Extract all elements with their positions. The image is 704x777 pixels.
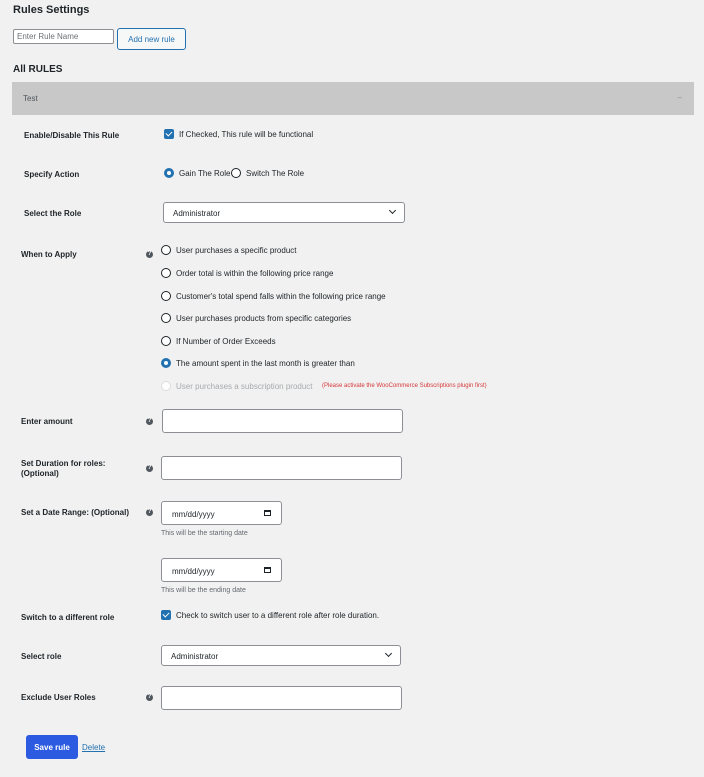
select-role-value: Administrator [171, 652, 219, 661]
switch-role-label: Switch The Role [246, 169, 305, 178]
switch-role-label: Switch to a different role [21, 613, 115, 622]
gain-role-label: Gain The Role [179, 169, 231, 178]
when-option-radio[interactable] [161, 313, 171, 323]
collapse-icon[interactable]: – [677, 93, 682, 102]
exclude-roles-input[interactable] [161, 686, 402, 710]
when-option-radio[interactable] [161, 268, 171, 278]
duration-input[interactable] [161, 456, 402, 480]
page-title: Rules Settings [13, 4, 90, 16]
switch-role-radio[interactable] [231, 168, 241, 178]
add-new-rule-button[interactable]: Add new rule [117, 28, 186, 50]
when-option-radio-selected[interactable] [161, 358, 171, 368]
help-icon[interactable]: ? [147, 509, 152, 515]
rule-title: Test [23, 94, 38, 103]
when-option-label: Customer's total spend falls within the following price range [176, 292, 386, 301]
help-icon[interactable]: ? [147, 694, 152, 700]
when-option-label: Order total is within the following price range [176, 269, 334, 278]
when-option-radio[interactable] [161, 245, 171, 255]
role-select-value: Administrator [173, 209, 221, 218]
when-option-label: User purchases a specific product [176, 246, 297, 255]
subscription-warning: (Please activate the WooCommerce Subscriptions plugin first) [322, 383, 487, 389]
help-icon[interactable]: ? [147, 418, 152, 424]
calendar-icon[interactable] [264, 510, 271, 516]
end-date-hint: This will be the ending date [161, 587, 246, 594]
help-icon[interactable]: ? [147, 465, 152, 471]
enable-rule-text: If Checked, This rule will be functional [179, 130, 314, 139]
specify-action-label: Specify Action [24, 170, 80, 179]
all-rules-heading: All RULES [13, 64, 63, 75]
end-date-placeholder: mm/dd/yyyy [172, 567, 215, 576]
select-role-dropdown[interactable] [161, 645, 401, 666]
when-option-radio[interactable] [161, 336, 171, 346]
subscription-option-label: User purchases a subscription product [176, 382, 313, 391]
start-date-placeholder: mm/dd/yyyy [172, 510, 215, 519]
end-date-input[interactable] [161, 558, 282, 582]
start-date-input[interactable] [161, 501, 282, 525]
chevron-down-icon [385, 650, 392, 657]
when-option-label: If Number of Order Exceeds [176, 337, 276, 346]
rule-name-input[interactable] [13, 29, 114, 44]
role-select[interactable] [163, 202, 405, 223]
select-role-label: Select role [21, 652, 62, 661]
enable-rule-label: Enable/Disable This Rule [24, 131, 120, 140]
when-to-apply-label: When to Apply [21, 250, 77, 259]
rule-accordion-header[interactable] [12, 82, 694, 115]
delete-rule-link[interactable]: Delete [82, 743, 106, 752]
duration-label: Set Duration for roles: [21, 459, 106, 468]
start-date-hint: This will be the starting date [161, 530, 248, 537]
select-the-role-label: Select the Role [24, 209, 82, 218]
help-icon[interactable]: ? [147, 251, 152, 257]
switch-role-text: Check to switch user to a different role after role duration. [176, 611, 380, 620]
save-rule-button[interactable]: Save rule [26, 735, 78, 759]
duration-label-optional: (Optional) [21, 469, 59, 478]
enable-rule-checkbox[interactable] [164, 129, 174, 139]
date-range-label: Set a Date Range: (Optional) [21, 508, 130, 517]
amount-input[interactable] [162, 409, 403, 433]
subscription-option-radio [161, 381, 171, 391]
exclude-roles-label: Exclude User Roles [21, 693, 96, 702]
enter-amount-label: Enter amount [21, 417, 73, 426]
gain-role-radio[interactable] [164, 168, 174, 178]
when-option-label: User purchases products from specific categories [176, 314, 352, 323]
switch-role-checkbox[interactable] [161, 610, 171, 620]
calendar-icon[interactable] [264, 567, 271, 573]
when-option-radio[interactable] [161, 291, 171, 301]
when-option-label: The amount spent in the last month is greater than [176, 359, 355, 368]
chevron-down-icon [389, 207, 396, 214]
